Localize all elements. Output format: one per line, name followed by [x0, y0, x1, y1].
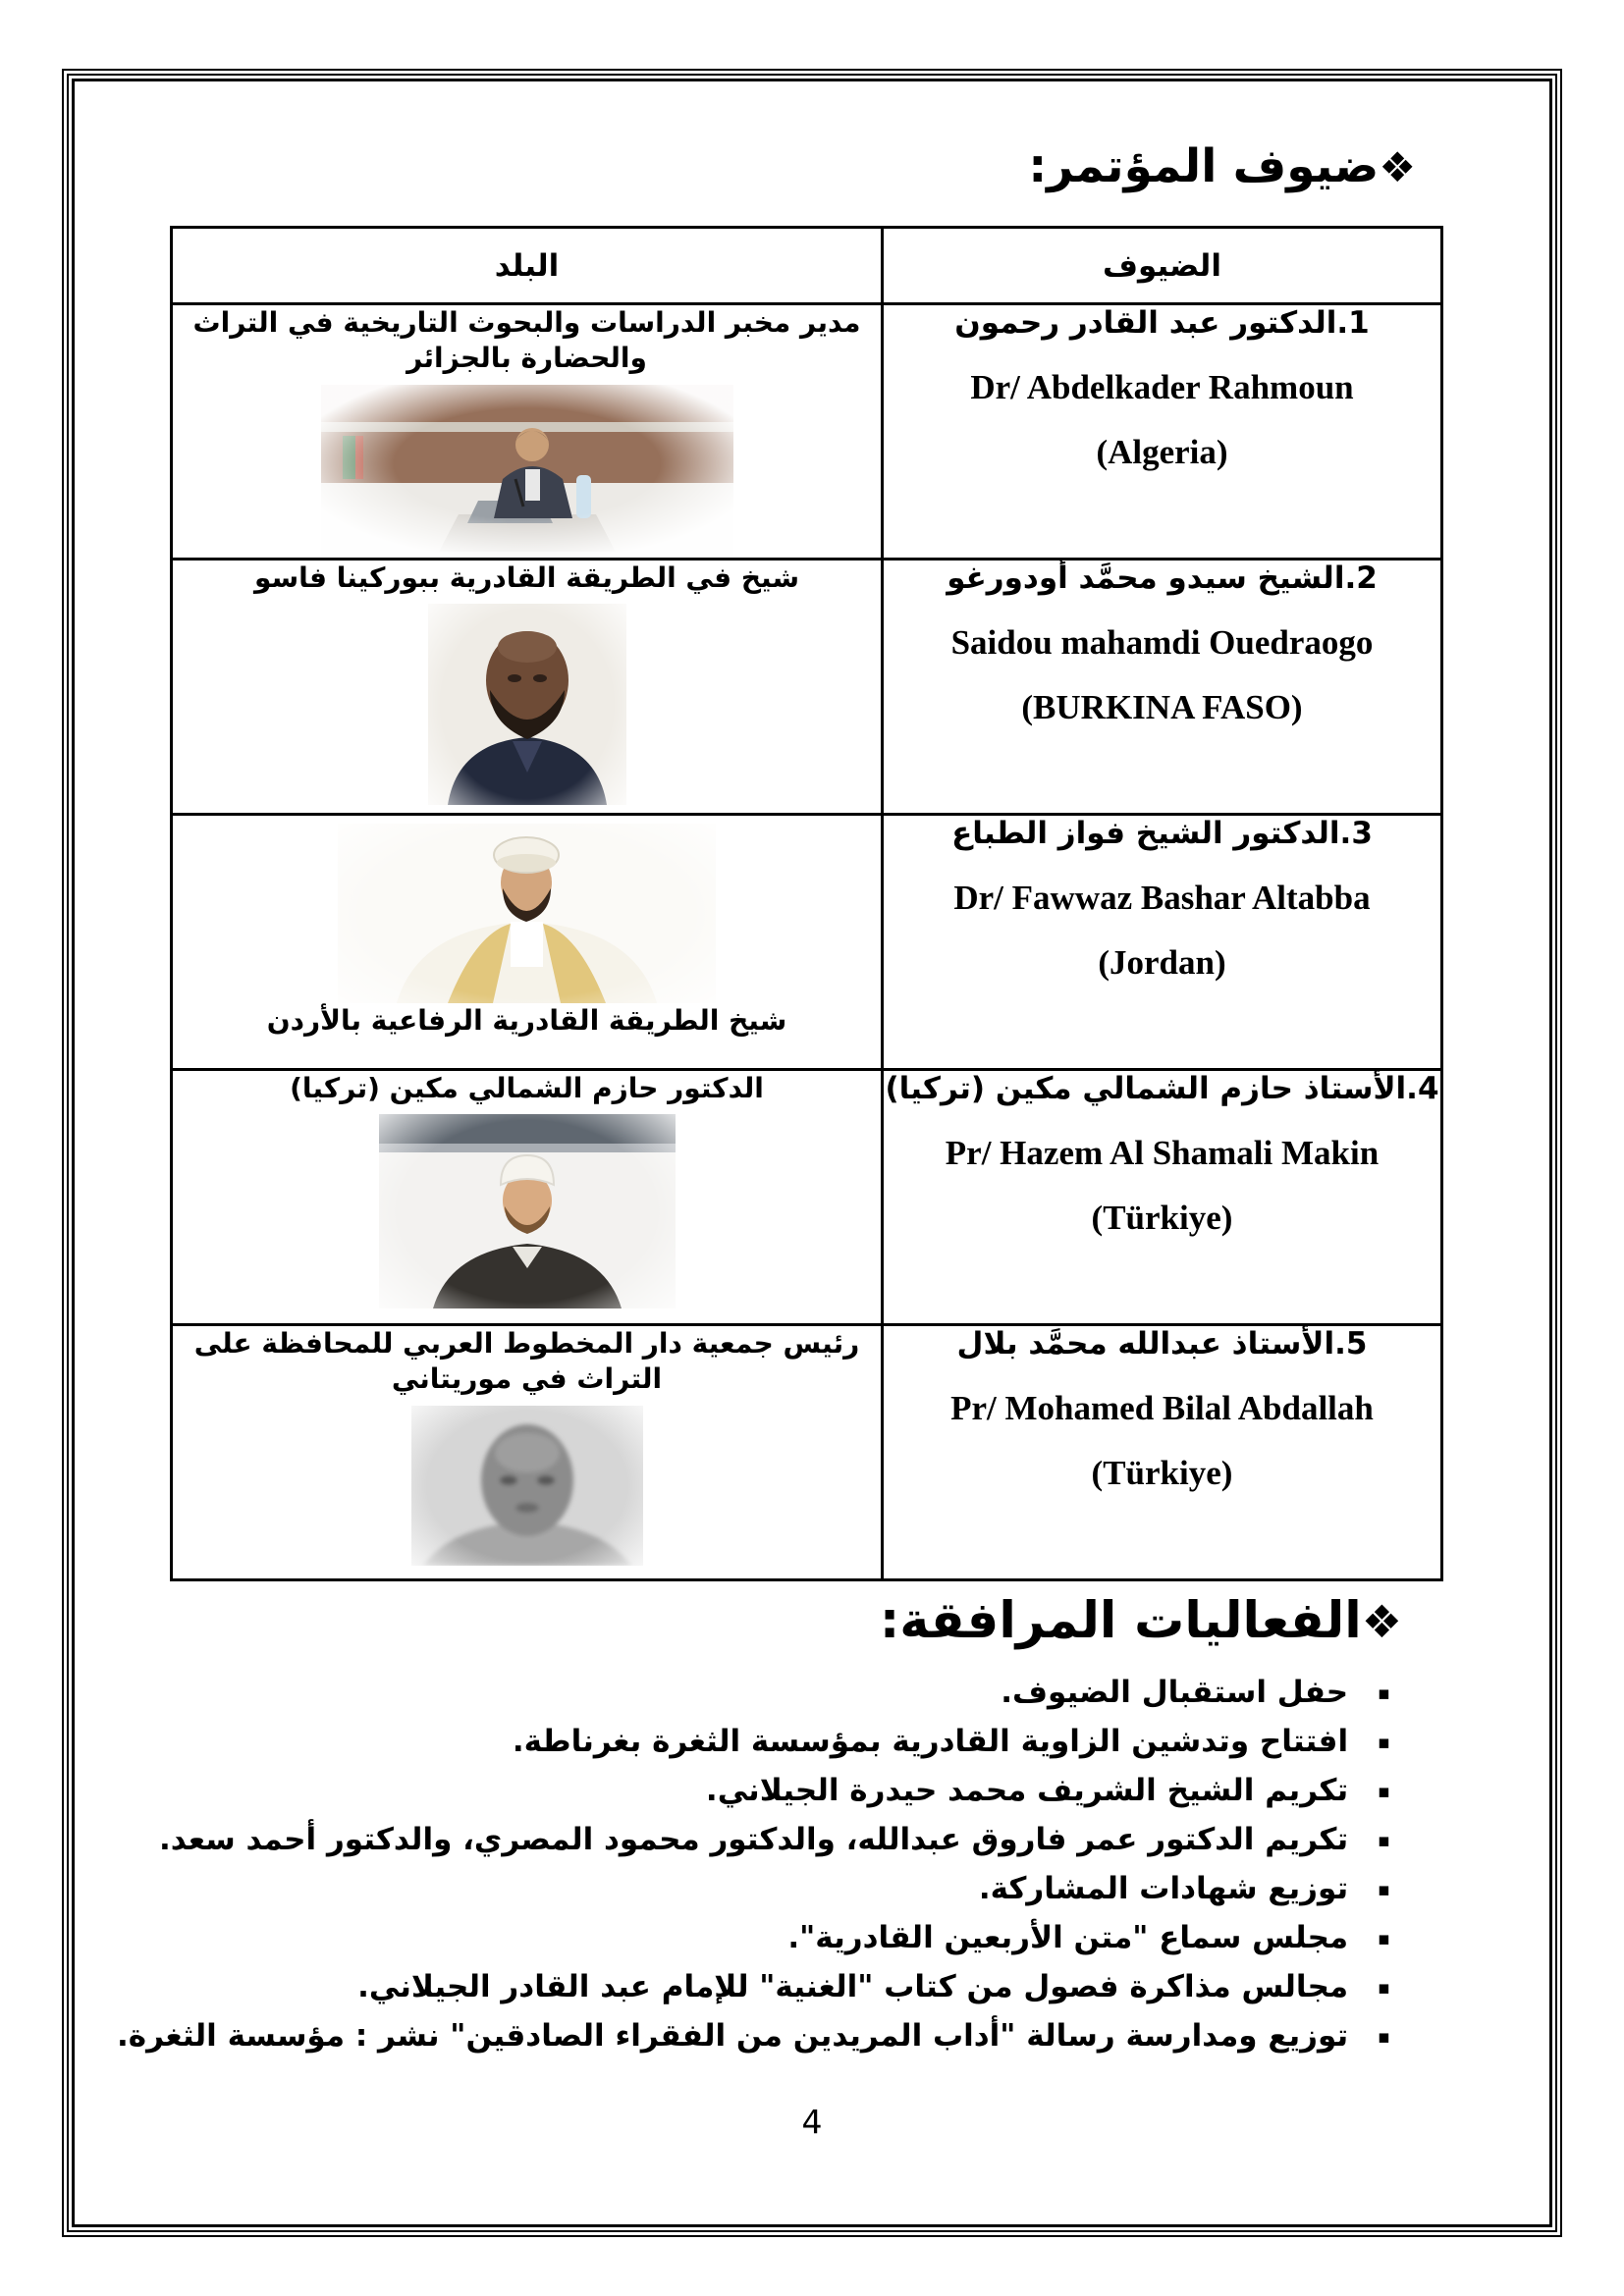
- square-bullet-icon: ▪: [1378, 1830, 1390, 1851]
- guest-role: مدير مخبر الدراسات والبحوث التاريخية في التراث والحضارة بالجزائر: [192, 306, 861, 375]
- guest-country: (Türkiye): [1091, 1199, 1233, 1237]
- guest-cell: [883, 1325, 1442, 1580]
- square-bullet-icon: ▪: [1378, 1781, 1390, 1802]
- activities-title-text: الفعاليات المرافقة:: [879, 1592, 1362, 1650]
- diamond-bullet-icon: ❖: [1379, 143, 1416, 191]
- guest-cell: [883, 304, 1442, 560]
- square-bullet-icon: ▪: [1378, 1928, 1390, 1949]
- guest-name-arabic: 1.الدكتور عبد القادر رحمون: [954, 305, 1370, 341]
- diamond-bullet-icon: ❖: [1361, 1595, 1402, 1648]
- guest-name-arabic: 5.الأستاذ عبدالله محمَّد بلال: [956, 1326, 1368, 1362]
- square-bullet-icon: ▪: [1378, 1879, 1390, 1900]
- guest-name-english: Pr/ Hazem Al Shamali Makin: [945, 1134, 1380, 1172]
- guest-country: (Jordan): [1098, 943, 1226, 982]
- country-cell: [172, 1325, 883, 1580]
- guest-role: شيخ الطريقة القادرية الرفاعية بالأردن: [266, 1004, 787, 1037]
- list-item: ▪تكريم الدكتور عمر فاروق عبدالله، والدكتور محمود المصري، والدكتور أحمد سعد.: [159, 1822, 1390, 1857]
- guests-title-text: ضيوف المؤتمر:: [1028, 139, 1380, 193]
- guest-name-arabic: 2.الشيخ سيدو محمَّد أودورغو: [947, 561, 1378, 596]
- guest-name-english: Saidou mahamdi Ouedraogo: [950, 623, 1374, 662]
- guest-name-arabic: 3.الدكتور الشيخ فواز الطباع: [951, 816, 1373, 851]
- square-bullet-icon: ▪: [1378, 1977, 1390, 1999]
- activities-section-title: [880, 1592, 1402, 1650]
- guests-table: [170, 226, 1443, 1581]
- guest-cell: [883, 1070, 1442, 1325]
- guest-photo-burkina-faso: [428, 604, 626, 805]
- table-row: [172, 560, 1442, 815]
- table-header-row: [172, 228, 1442, 304]
- guest-photo-turkiye-makin: [379, 1114, 676, 1308]
- table-row: [172, 1325, 1442, 1580]
- guests-column-header: الضيوف: [883, 228, 1442, 304]
- guest-cell: [883, 560, 1442, 815]
- guest-role: رئيس جمعية دار المخطوط العربي للمحافظة على التراث في موريتاني: [193, 1327, 860, 1396]
- guest-name-arabic: 4.الأستاذ حازم الشمالي مكين (تركيا): [885, 1071, 1439, 1106]
- square-bullet-icon: ▪: [1378, 2026, 1390, 2048]
- guest-role: شيخ في الطريقة القادرية ببوركينا فاسو: [254, 561, 799, 594]
- country-column-header: البلد: [172, 228, 883, 304]
- country-cell: [172, 815, 883, 1070]
- list-item: ▪حفل استقبال الضيوف.: [1001, 1675, 1390, 1710]
- country-cell: [172, 304, 883, 560]
- table-row: [172, 304, 1442, 560]
- square-bullet-icon: ▪: [1378, 1732, 1390, 1753]
- list-item: ▪افتتاح وتدشين الزاوية القادرية بمؤسسة الثغرة بغرناطة.: [512, 1724, 1390, 1759]
- guest-photo-mauritania: [411, 1406, 643, 1566]
- square-bullet-icon: ▪: [1378, 1682, 1390, 1704]
- page-number: 4: [801, 2103, 823, 2141]
- guest-name-english: Dr/ Fawwaz Bashar Altabba: [953, 879, 1371, 917]
- guest-name-english: Dr/ Abdelkader Rahmoun: [970, 368, 1354, 406]
- list-item: ▪مجلس سماع "متن الأربعين القادرية".: [787, 1920, 1390, 1955]
- list-item: ▪توزيع شهادات المشاركة.: [978, 1871, 1390, 1906]
- list-item: ▪تكريم الشيخ الشريف محمد حيدرة الجيلاني.: [705, 1773, 1390, 1808]
- guest-name-english: Pr/ Mohamed Bilal Abdallah: [950, 1389, 1374, 1427]
- guest-photo-algeria: [321, 385, 733, 557]
- guest-country: (Algeria): [1096, 433, 1228, 471]
- guest-cell: [883, 815, 1442, 1070]
- guest-country: (BURKINA FASO): [1021, 688, 1303, 726]
- guests-section-title: [1028, 139, 1416, 193]
- guest-role: الدكتور حازم الشمالي مكين (تركيا): [290, 1072, 764, 1104]
- list-item: ▪توزيع ومدارسة رسالة "أداب المريدين من الفقراء الصادقين" نشر : مؤسسة الثغرة.: [117, 2018, 1390, 2054]
- country-cell: [172, 1070, 883, 1325]
- country-cell: [172, 560, 883, 815]
- list-item: ▪مجالس مذاكرة فصول من كتاب "الغنية" للإمام عبد القادر الجيلاني.: [357, 1969, 1390, 2004]
- table-row: [172, 815, 1442, 1070]
- activities-list: [93, 1669, 1390, 2061]
- table-row: [172, 1070, 1442, 1325]
- guest-photo-jordan: [338, 824, 716, 1003]
- guest-country: (Türkiye): [1091, 1454, 1233, 1492]
